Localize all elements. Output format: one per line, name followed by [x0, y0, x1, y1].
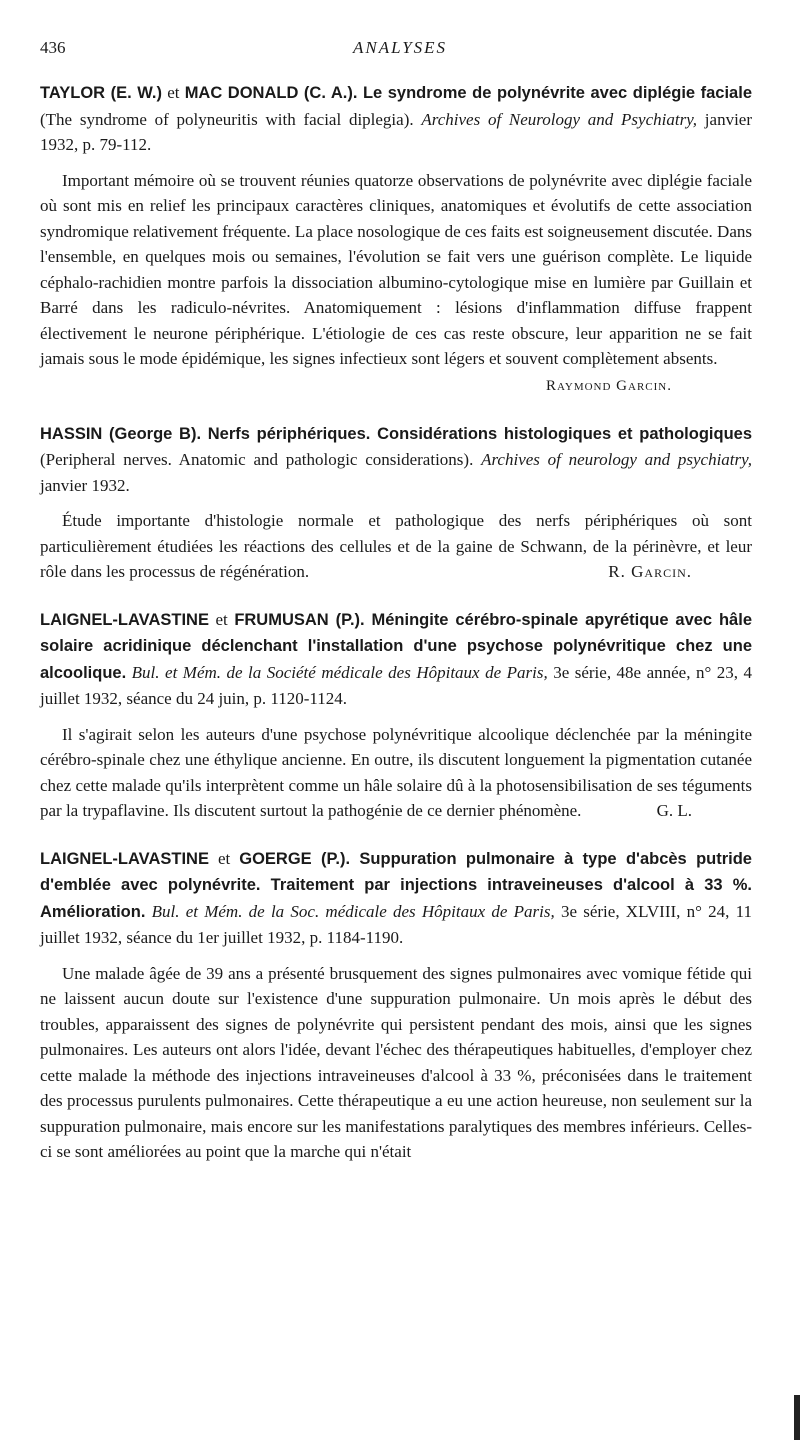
running-title: ANALYSES — [352, 38, 448, 57]
publication-details: janvier 1932. — [40, 475, 130, 495]
abstract-body: Étude importante d'histologie normale et pathologique des nerfs périphériques où sont particulièrement étudiées les réactions des cellules et de la gaine de Schwann, de la périnèvre, et leur rôle dans les processus de régénération. — [40, 511, 752, 581]
abstract-entry — [40, 607, 752, 824]
journal-name: Archives of Neurology and Psychiatry, — [421, 109, 698, 129]
citation — [40, 80, 752, 158]
abstract-text — [40, 508, 752, 585]
author-connector: et — [162, 83, 185, 102]
citation — [40, 421, 752, 499]
abstract-text — [40, 722, 752, 824]
publication-details: janvier 1932, p. 79-112. — [40, 109, 753, 154]
article-title: Le syndrome de polynévrite avec diplégie faciale — [357, 84, 752, 102]
citation — [40, 846, 752, 951]
publication-details: 3e série, XLVIII, n° 24, 11 juillet 1932, séance du 1er juillet 1932, p. 1184-1190. — [40, 901, 752, 947]
reviewer-signature: R. Garcin. — [608, 562, 692, 581]
authors: MAC DONALD (C. A.). — [184, 84, 358, 102]
publication-details: 3e série, 48e année, n° 23, 4 juillet 1932, séance du 24 juin, p. 1120-1124. — [40, 662, 752, 708]
author-connector: et — [208, 848, 240, 868]
citation — [40, 607, 752, 712]
authors: HASSIN (George B). — [40, 424, 202, 443]
article-title: Suppuration pulmonaire à type d'abcès putride d'emblée avec polynévrite. Traitement par injections intraveineuses d'alcool à 33 %. Amélioration. — [40, 849, 752, 921]
authors: TAYLOR (E. W.) — [40, 84, 162, 102]
abstract-text: Une malade âgée de 39 ans a présenté brusquement des signes pulmonaires avec vomique fétide qui ne laissent aucun doute sur l'existence d'une suppuration pulmonaire. Un mois après le début des troubles, apparaissent des signes de polynévrite qui persistent pendant des mois, ainsi que les signes pulmonaires. Les auteurs ont alors l'idée, devant l'échec des thérapeutiques habituelles, d'employer chez cette malade la méthode des injections intraveineuses d'alcool à 33 %, préconisées dans le traitement des processus purulents pulmonaires. Cette thérapeutique a eu une action heureuse, non seulement sur la suppuration pulmonaire, mais encore sur les manifestations paralytiques des membres inférieurs. Celles-ci se sont améliorées au point que la marche qui n'était — [40, 963, 752, 1161]
scan-edge-mark — [794, 1395, 800, 1440]
abstract-entry — [40, 846, 752, 1165]
journal-name: Bul. et Mém. de la Société médicale des Hôpitaux de Paris, — [126, 662, 548, 682]
journal-name: Bul. et Mém. de la Soc. médicale des Hôpitaux de Paris, — [145, 901, 555, 921]
authors: LAIGNEL-LAVASTINE — [40, 849, 209, 868]
abstract-entry — [40, 421, 752, 585]
authors: GOERGE (P.). — [239, 849, 351, 868]
author-connector: et — [208, 609, 235, 629]
article-title: Nerfs périphériques. Considérations histologiques et pathologiques — [201, 424, 752, 443]
title-translation: (Peripheral nerves. Anatomic and pathologic considerations). — [40, 450, 482, 469]
page-number: 436 — [40, 38, 66, 57]
journal-name: Archives of neurology and psychiatry, — [481, 450, 752, 469]
article-title: Méningite cérébro-spinale apyrétique avec hâle solaire acridinique déclenchant l'installation d'une psychose polynévritique chez une alcoolique. — [40, 610, 752, 682]
title-translation: (The syndrome of polyneuritis with facial diplegia). — [40, 109, 422, 129]
abstract-entry — [40, 80, 752, 399]
page-content — [40, 80, 752, 1187]
reviewer-signature: G. L. — [656, 801, 692, 820]
authors: LAIGNEL-LAVASTINE — [40, 610, 209, 629]
authors: FRUMUSAN (P.). — [234, 610, 365, 629]
abstract-text: Important mémoire où se trouvent réunies quatorze observations de polynévrite avec diplégie faciale où sont mis en relief les principaux caractères cliniques, anatomiques et évolutifs de cette association syndromique relativement fréquente. La place nosologique de ces faits est soigneusement discutée. Dans l'ensemble, en quelques mois ou semaines, l'évolution se fait vers une guérison complète. Le liquide céphalo-rachidien montre parfois la dissociation albumino-cytologique mise en lumière par Guillain et Barré dans les radiculo-névrites. Anatomiquement : lésions d'inflammation diffuse frappent électivement le neurone périphérique. L'étiologie de ces cas reste obscure, leur apparition ne se fait jamais sous le mode épidémique, les signes infectieux sont légers et souvent complètement absents. — [40, 170, 752, 368]
abstract-body: Il s'agirait selon les auteurs d'une psychose polynévritique alcoolique déclenchée par la méningite cérébro-spinale chez une éthylique ancienne. En outre, ils discutent longuement la pigmentation cutanée chez cette malade qu'ils interprètent comme un hâle solaire dû à la photosensibilisation de ses téguments par la trypaflavine. Ils discutent surtout la pathogénie de ce dernier phénomène. — [40, 724, 752, 820]
reviewer-signature: Raymond Garcin. — [545, 377, 672, 394]
page-header — [40, 38, 760, 66]
